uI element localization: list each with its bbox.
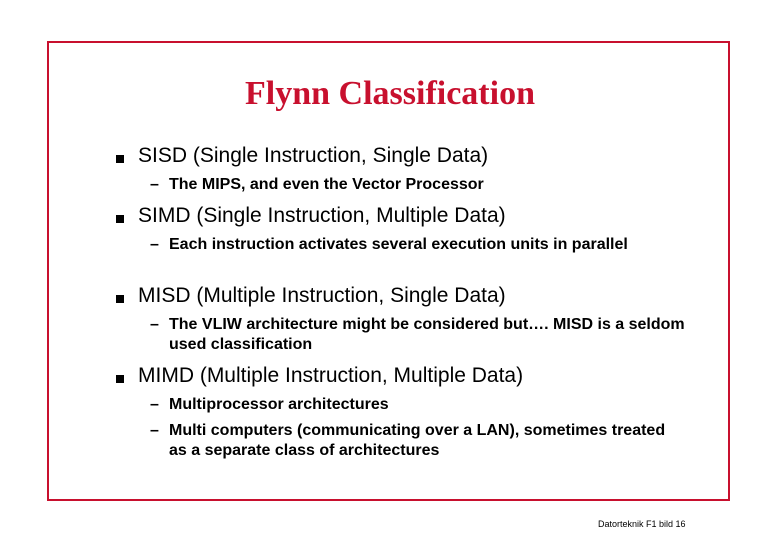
dash-marker: – (150, 236, 159, 253)
bullet-sisd: SISD (Single Instruction, Single Data) (138, 144, 489, 167)
sub-bullet-text: The MIPS, and even the Vector Processor (169, 176, 484, 193)
square-bullet-icon (116, 295, 124, 303)
bullet-mimd: MIMD (Multiple Instruction, Multiple Data) (138, 364, 524, 387)
sub-bullet-mimd-1 (150, 395, 710, 415)
square-bullet-icon (116, 375, 124, 383)
sub-bullet-misd (150, 315, 690, 355)
slide-title: Flynn Classification (245, 75, 535, 112)
bullet-misd: MISD (Multiple Instruction, Single Data) (138, 284, 506, 307)
dash-marker: – (150, 316, 159, 333)
sub-bullet-text: Each instruction activates several execution units in parallel (169, 236, 628, 253)
square-bullet-icon (116, 215, 124, 223)
sub-bullet-sisd (150, 175, 710, 195)
dash-marker: – (150, 422, 159, 439)
dash-marker: – (150, 396, 159, 413)
sub-bullet-text: Multiprocessor architectures (169, 396, 389, 413)
sub-bullet-text: The VLIW architecture might be considered but…. MISD is a seldom used classification (169, 316, 685, 353)
square-bullet-icon (116, 155, 124, 163)
sub-bullet-mimd-2 (150, 421, 680, 461)
dash-marker: – (150, 176, 159, 193)
bullet-simd: SIMD (Single Instruction, Multiple Data) (138, 204, 506, 227)
sub-bullet-text: Multi computers (communicating over a LAN), sometimes treated as a separate class of architectures (169, 422, 666, 459)
sub-bullet-simd (150, 235, 640, 255)
slide-footer: Datorteknik F1 bild 16 (598, 519, 686, 529)
